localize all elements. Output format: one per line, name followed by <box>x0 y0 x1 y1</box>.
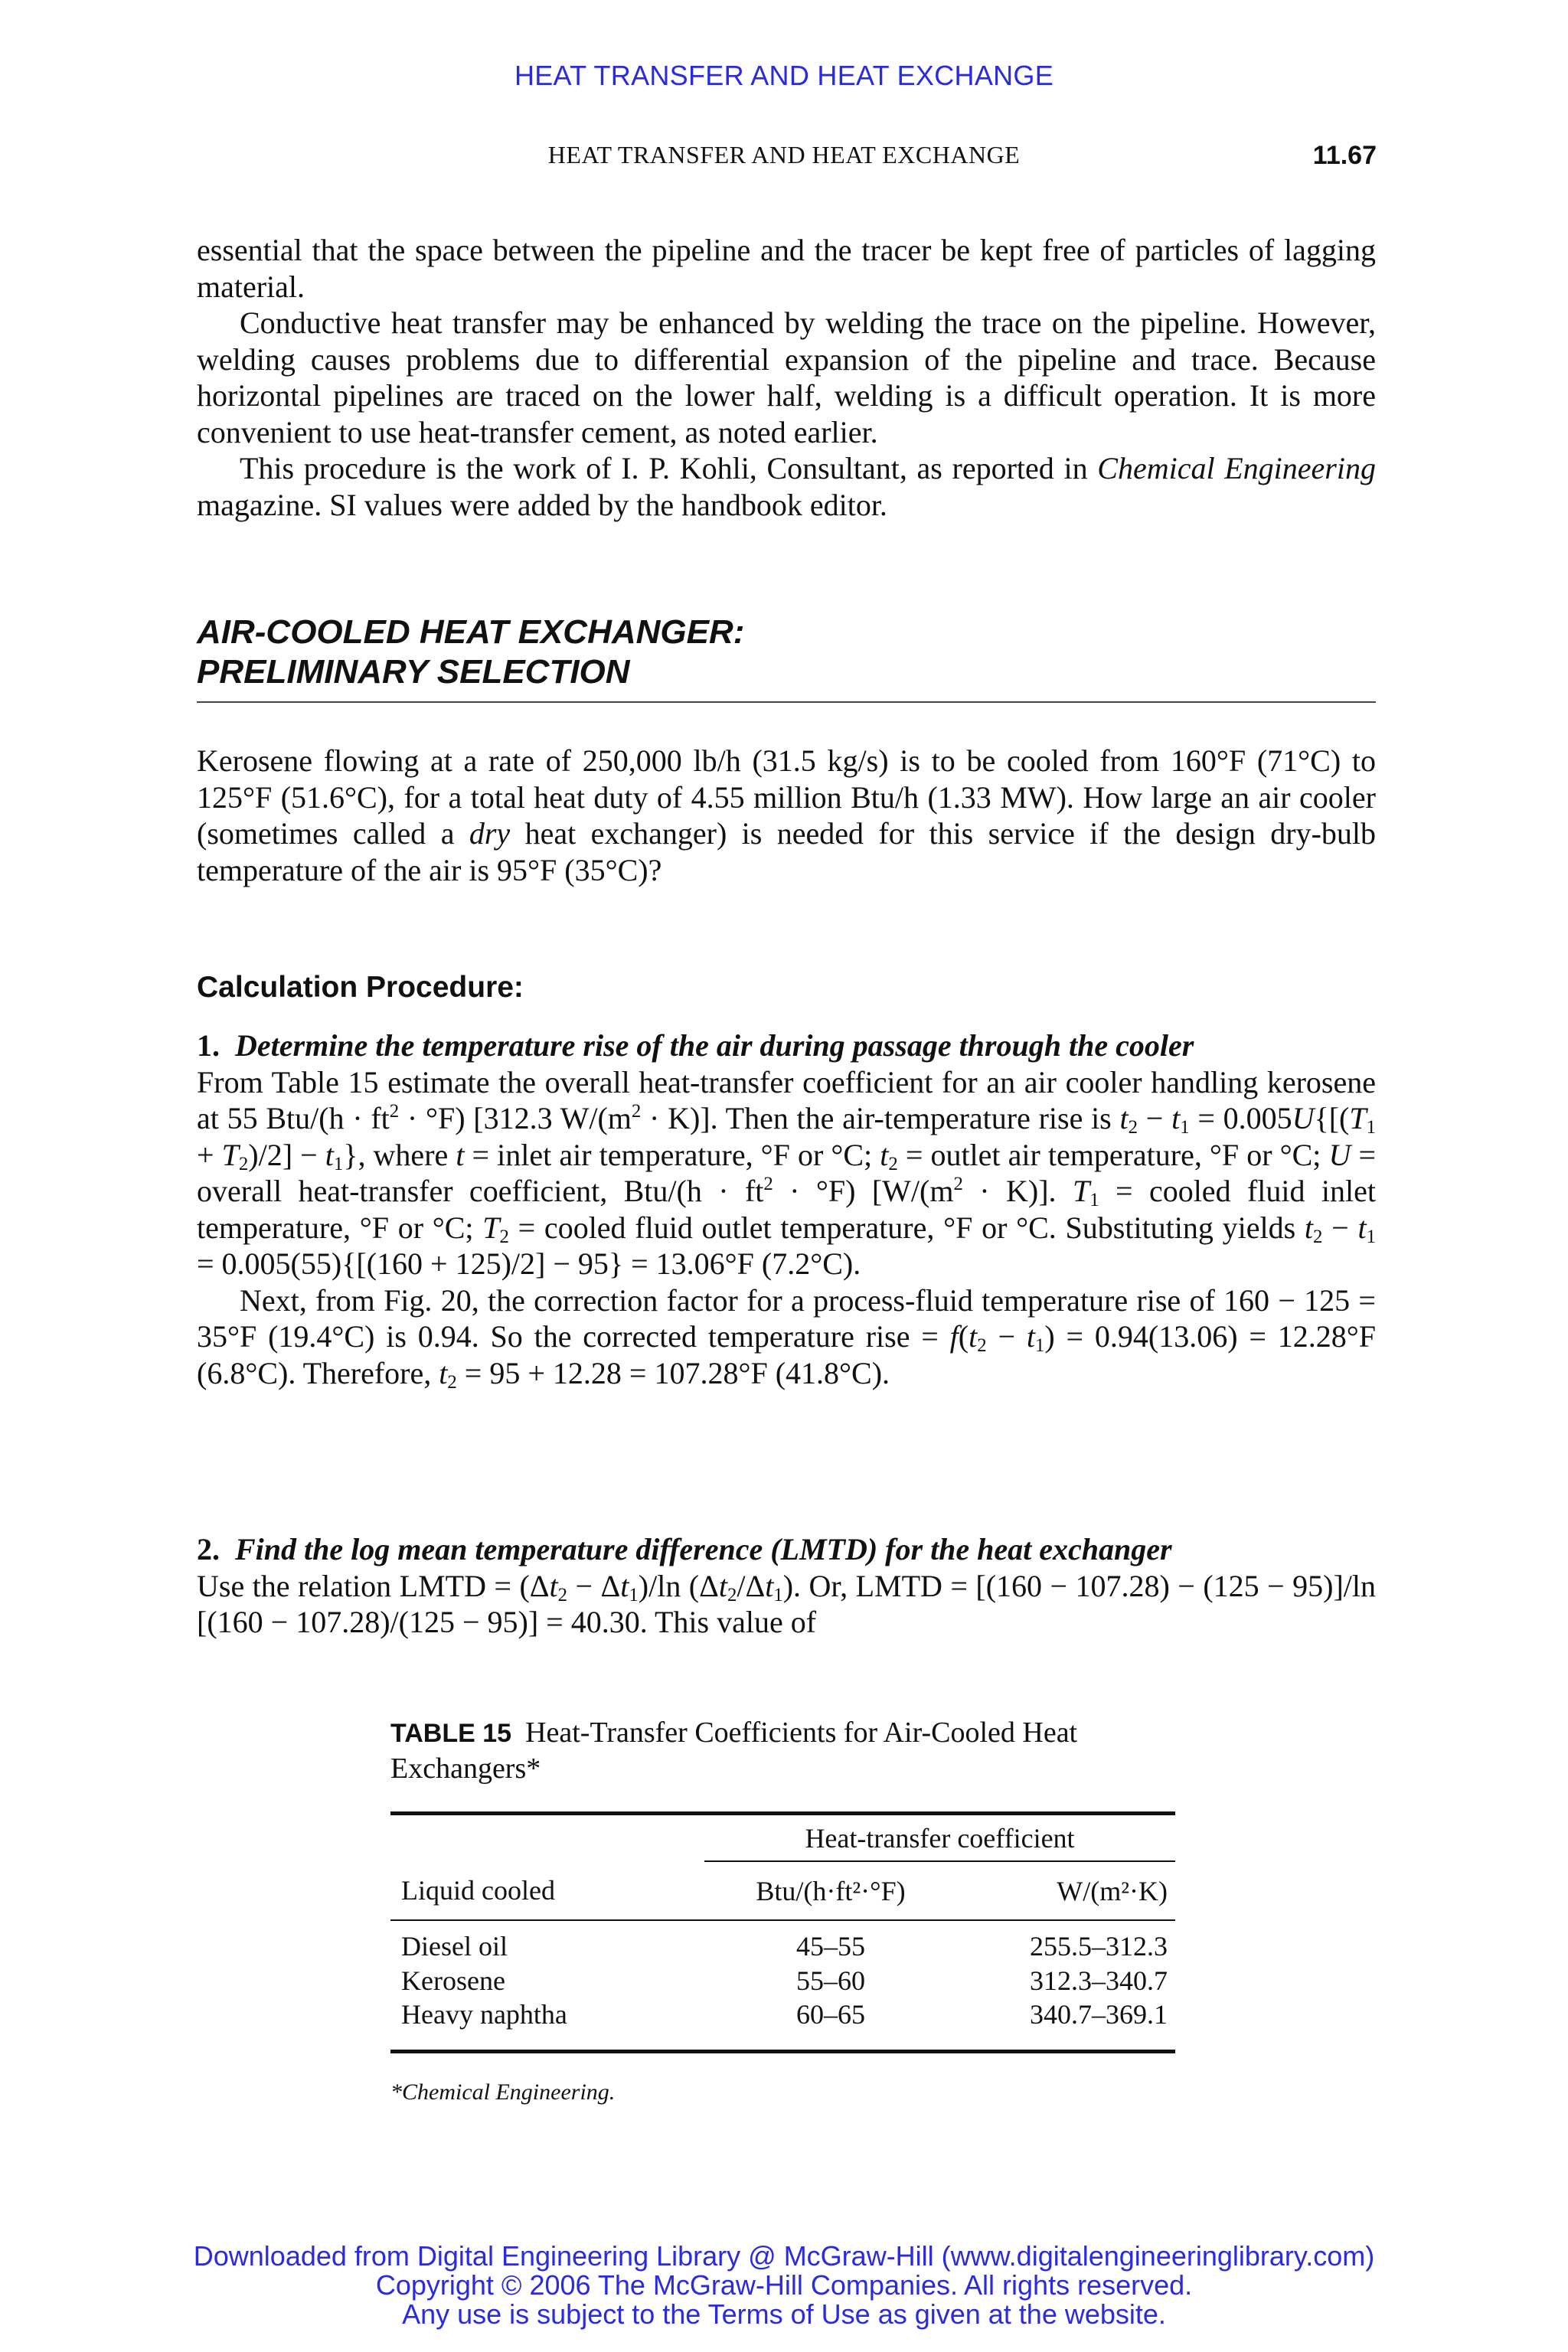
table-cell: Kerosene <box>401 1965 505 1996</box>
table-col-liquid: Liquid cooled <box>401 1875 555 1906</box>
step-2-heading <box>197 1531 1376 1568</box>
table-rule-cell <box>390 2052 1175 2054</box>
intro-paragraph-2: Conductive heat transfer may be enhanced by welding the trace on the pipeline. However, welding causes problems due to differential expansion of the pipeline and trace. Because horizontal pipelines are traced on the lower half, welding is a difficult operation. It is more convenient to use heat-transfer cement, as noted earlier. <box>197 305 1376 449</box>
intro-text <box>197 232 1376 523</box>
table-cell: 45–55 <box>796 1931 865 1962</box>
calc-heading-block <box>197 971 1376 1004</box>
table-cell: 312.3–340.7 <box>1030 1965 1168 1996</box>
table-cell: 340.7–369.1 <box>1030 1999 1168 2030</box>
step-2 <box>197 1531 1376 1641</box>
table-row <box>390 1964 1175 1998</box>
intro-p3-text-a: This procedure is the work of I. P. Kohli, Consultant, as reported in <box>240 451 1098 485</box>
intro-p3-journal: Chemical Engineering <box>1097 451 1376 485</box>
step-2-number: 2. <box>197 1532 220 1566</box>
step-1-number: 1. <box>197 1028 220 1063</box>
table-column-header-row <box>390 1861 1175 1920</box>
footer-line-2: Copyright © 2006 The McGraw-Hill Companies. All rights reserved. <box>375 2269 1193 2301</box>
step-1 <box>197 1027 1376 1391</box>
table-caption-text: Heat-Transfer Coefficients for Air-Cooled Heat Exchangers* <box>390 1717 1078 1785</box>
heat-transfer-table <box>390 1811 1175 2053</box>
section-title-line2: PRELIMINARY SELECTION <box>197 653 630 691</box>
table-cell: Diesel oil <box>401 1931 508 1962</box>
table-bottom-rule <box>390 2052 1175 2054</box>
intro-paragraph-3 <box>197 450 1376 523</box>
table-cell: 255.5–312.3 <box>1030 1931 1168 1962</box>
section-heading <box>197 612 1376 703</box>
section-title-line1: AIR-COOLED HEAT EXCHANGER: <box>197 613 745 651</box>
step-1-paragraph-2: Next, from Fig. 20, the correction factor for a process-fluid temperature rise of 160 − 125 = 35°F (19.4°C) is 0.94. So the corrected temperature rise = $f(t_2 - t_1) = 0.94(13.06) = 12.28^\circ F$ (6.8°C). Therefore, $t_2 = 95 + 12.28 = 107.28^\circ F$ (41.8°C). <box>197 1282 1376 1393</box>
table-group-header: Heat-transfer coefficient <box>704 1814 1175 1862</box>
table-group-header-row <box>390 1814 1175 1862</box>
step-2-title: Find the log mean temperature difference (LMTD) for the heat exchanger <box>235 1532 1172 1566</box>
step-1-paragraph-1: From Table 15 estimate the overall heat-transfer coefficient for an air cooler handling kerosene at 55 $Btu/(h \cdot ft^2 \cdot ^\circ F)$ [312.3 $W/(m^2 \cdot K)$]. Then the air-temperature rise is $t_2 - t_1 = 0.005U\{[(T_1 + T_2)/2] - t_1\}$, where t = inlet air temperature, °F or °C; $t_2$ = outlet air temperature, °F or °C; U = overall heat-transfer coefficient, $Btu/(h \cdot ft^2 \cdot ^\circ F)$ $[W/(m^2 \cdot K)]$. $T_1$ = cooled fluid inlet temperature, °F or °C; $T_2$ = cooled fluid outlet temperature, °F or °C. Substituting yields $t_2 - t_1 = 0.005(55)\{[(160 + 125)/2] - 95\} = 13.06^\circ F$ (7.2°C). <box>197 1064 1377 1281</box>
running-header <box>0 141 1568 179</box>
calc-heading: Calculation Procedure: <box>197 971 524 1004</box>
step-1-heading <box>197 1027 1376 1064</box>
step-1-title: Determine the temperature rise of the air during passage through the cooler <box>235 1028 1194 1063</box>
problem-italic: dry <box>469 816 511 851</box>
footer-line-3[interactable]: Any use is subject to the Terms of Use as given at the website. <box>402 2298 1166 2330</box>
table-cell: 60–65 <box>796 1999 865 2030</box>
table-cell: 55–60 <box>796 1965 865 1996</box>
table-footnote: *Chemical Engineering. <box>390 2079 616 2105</box>
table-row <box>390 1998 1175 2052</box>
page-number: 11.67 <box>1312 141 1377 170</box>
table-col-si: W/(m²·K) <box>1057 1875 1168 1906</box>
problem-text-b: heat exchanger) is needed for this service if the design dry-bulb temperature of the air is 95°F (35°C)? <box>197 816 1376 887</box>
problem-paragraph <box>197 743 1376 888</box>
download-footer <box>0 2242 1568 2329</box>
table-cell: Heavy naphtha <box>401 1999 567 2030</box>
table-label: TABLE 15 <box>390 1719 512 1748</box>
running-title: HEAT TRANSFER AND HEAT EXCHANGE <box>547 141 1021 168</box>
table-col-btu: Btu/(h·ft²·°F) <box>756 1875 906 1906</box>
intro-paragraph-1: essential that the space between the pipeline and the tracer be kept free of particles of lagging material. <box>197 233 1376 304</box>
section-rule <box>197 701 1376 703</box>
intro-p3-text-b: magazine. SI values were added by the handbook editor. <box>197 487 887 522</box>
problem-statement <box>197 743 1376 888</box>
footer-line-1[interactable]: Downloaded from Digital Engineering Library @ McGraw-Hill (www.digitalengineeringlibrary.com) <box>193 2240 1375 2272</box>
chapter-link[interactable]: HEAT TRANSFER AND HEAT EXCHANGE <box>514 60 1054 91</box>
table-caption <box>390 1715 1171 1786</box>
step-2-paragraph: Use the relation LMTD = $(\Delta t_2 - \Delta t_1)/\ln$ $(\Delta t_2/\Delta t_1)$. Or, LMTD = [(160 − 107.28) − (125 − 95)]/ln [(160 − 107.28)/(125 − 95)] = 40.30. This value of <box>197 1568 1376 1639</box>
table-empty-cell <box>390 1814 704 1862</box>
table-row <box>390 1920 1175 1964</box>
problem-text-a: Kerosene flowing at a rate of 250,000 lb/h (31.5 kg/s) is to be cooled from 160°F (71°C) to 125°F (51.6°C), for a total heat duty of 4.55 million Btu/h (1.33 MW). How large an air cooler (sometimes called a <box>197 743 1376 851</box>
